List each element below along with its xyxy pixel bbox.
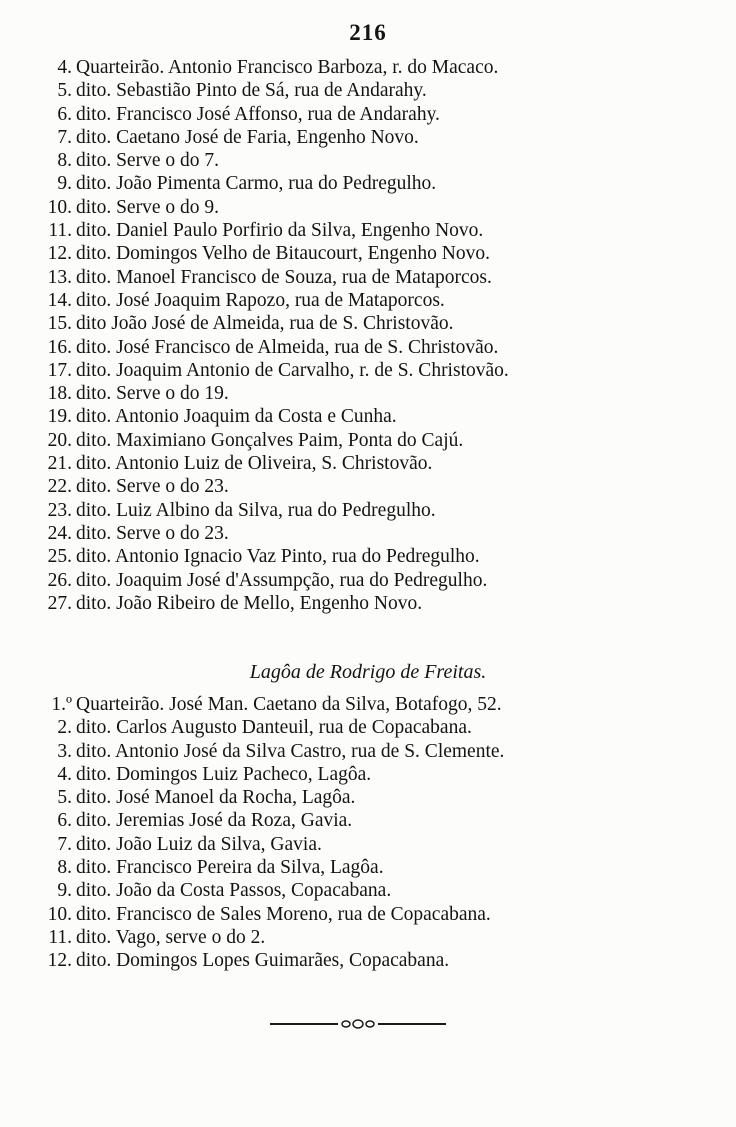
entry-number: 2. [57,717,72,739]
entry-text: dito. Sebastião Pinto de Sá, rua de Andarahy. [76,80,427,102]
entry-number: 16. [47,336,72,358]
entry-number: 17. [47,359,72,381]
entry-text: dito. Caetano José de Faria, Engenho Novo. [76,126,419,148]
entry-text: dito. Jeremias José da Roza, Gavia. [76,810,353,832]
entry-text: Quarteirão. Antonio Francisco Barboza, r. do Macaco. [76,57,499,78]
entry-text: dito. João Luiz da Silva, Gavia. [76,833,322,855]
list-item [0,592,736,615]
list-item [0,289,736,312]
list-item [0,219,736,242]
entry-text: dito. Antonio José da Silva Castro, rua de S. Clemente. [76,740,505,762]
entry-text: dito. Serve o do 9. [76,196,219,218]
list-item [0,926,736,949]
entry-text: dito. José Joaquim Rapozo, rua de Mataporcos. [76,289,445,311]
entry-text: dito. Antonio Luiz de Oliveira, S. Christovão. [76,453,433,475]
entry-number: 1.º [51,694,72,715]
entry-number: 5. [57,80,72,102]
entry-text: dito. José Francisco de Almeida, rua de S. Christovão. [76,336,499,358]
entry-text: dito. Francisco de Sales Moreno, rua de Copacabana. [76,903,491,925]
list-item [0,336,736,359]
list-item [0,312,736,335]
list-item [0,475,736,498]
entry-text: dito. Carlos Augusto Danteuil, rua de Copacabana. [76,717,472,739]
list-item [0,79,736,102]
entry-number: 13. [47,266,72,288]
entry-text: dito. José Manoel da Rocha, Lagôa. [76,787,356,809]
entry-number: 24. [47,522,72,544]
entry-text: dito. Francisco Pereira da Silva, Lagôa. [76,857,384,879]
entry-number: 23. [47,499,72,521]
entry-number: 9. [57,880,72,902]
entry-text: dito. Luiz Albino da Silva, rua do Pedregulho. [76,499,436,521]
entry-text: dito. Vago, serve o do 2. [76,926,266,948]
list-item [0,429,736,452]
entry-text: dito. Serve o do 7. [76,150,219,172]
entry-text: dito. João Pimenta Carmo, rua do Pedregulho. [76,173,437,195]
entry-number: 20. [47,429,72,451]
entry-number: 22. [47,476,72,498]
entry-text: dito. Antonio Joaquim da Costa e Cunha. [76,406,397,428]
list-item [0,522,736,545]
list-item [0,833,736,856]
end-ornament [268,1018,448,1030]
list-item [0,196,736,219]
list-item [0,693,736,716]
list-item [0,266,736,289]
entry-number: 6. [57,103,72,125]
list-item [0,452,736,475]
entry-number: 15. [47,313,72,335]
list-item [0,809,736,832]
page-number: 216 [349,20,387,45]
list-item [0,879,736,902]
list-item [0,172,736,195]
list-item [0,740,736,763]
entry-text: dito. Domingos Luiz Pacheco, Lagôa. [76,763,372,785]
entry-text: dito. Daniel Paulo Porfirio da Silva, Engenho Novo. [76,220,484,242]
list-item [0,569,736,592]
entry-text: dito. Serve o do 19. [76,383,229,405]
list-item [0,545,736,568]
list-item [0,499,736,522]
entry-text: dito. Domingos Velho de Bitaucourt, Engenho Novo. [76,243,490,265]
entry-number: 21. [47,453,72,475]
entry-number: 8. [57,150,72,172]
entry-text: dito. Maximiano Gonçalves Paim, Ponta do Cajú. [76,429,464,451]
entry-number: 27. [47,592,72,614]
quarteirao-list-section1 [0,56,736,615]
list-item [0,786,736,809]
entry-number: 9. [57,173,72,195]
entry-number: 11. [48,926,72,948]
entry-number: 6. [57,810,72,832]
entry-number: 18. [47,383,72,405]
entry-number: 7. [57,126,72,148]
entry-number: 12. [47,243,72,265]
list-item [0,949,736,972]
list-item [0,103,736,126]
list-item [0,242,736,265]
entry-number: 4. [57,763,72,785]
entry-text: dito. Francisco José Affonso, rua de Andarahy. [76,103,440,125]
list-item [0,763,736,786]
entry-number: 8. [57,857,72,879]
entry-text: dito. Domingos Lopes Guimarães, Copacabana. [76,950,450,972]
entry-text: dito. Joaquim Antonio de Carvalho, r. de S. Christovão. [76,359,509,381]
entry-number: 3. [57,740,72,762]
entry-text: dito João José de Almeida, rua de S. Christovão. [76,313,454,335]
list-item [0,56,736,79]
entry-number: 25. [47,546,72,568]
list-item [0,903,736,926]
quarteirao-list-section2 [0,693,736,973]
entry-text: dito. Serve o do 23. [76,476,229,498]
entry-number: 14. [47,289,72,311]
entry-number: 11. [48,220,72,242]
entry-text: dito. Serve o do 23. [76,522,229,544]
entry-number: 19. [47,406,72,428]
list-item [0,856,736,879]
entry-text: Quarteirão. José Man. Caetano da Silva, Botafogo, 52. [76,694,502,715]
entry-number: 7. [57,833,72,855]
section-heading: Lagôa de Rodrigo de Freitas. [249,661,487,683]
entry-number: 26. [47,569,72,591]
list-item [0,126,736,149]
entry-text: dito. Antonio Ignacio Vaz Pinto, rua do Pedregulho. [76,546,480,568]
entry-number: 5. [57,787,72,809]
list-item [0,382,736,405]
entry-number: 12. [47,950,72,972]
entry-number: 10. [47,196,72,218]
entry-text: dito. João da Costa Passos, Copacabana. [76,880,392,902]
entry-text: dito. Joaquim José d'Assumpção, rua do Pedregulho. [76,569,488,591]
list-item [0,405,736,428]
entry-text: dito. Manoel Francisco de Souza, rua de Mataporcos. [76,266,492,288]
entry-number: 10. [47,903,72,925]
entry-number: 4. [57,57,72,78]
list-item [0,149,736,172]
list-item [0,716,736,739]
entry-text: dito. João Ribeiro de Mello, Engenho Novo. [76,592,423,614]
list-item [0,359,736,382]
